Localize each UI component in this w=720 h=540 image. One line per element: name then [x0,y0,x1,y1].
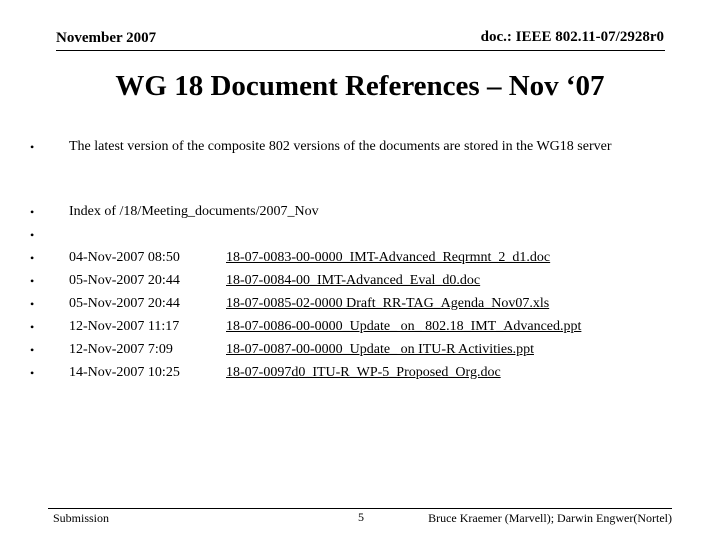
document-link[interactable]: 18-07-0097d0_ITU-R_WP-5_Proposed_Org.doc [226,365,501,380]
bullet-symbol: • [30,228,35,242]
document-date: 05-Nov-2007 20:44 [69,296,180,311]
footer-page-number: 5 [358,510,364,524]
slide-title: WG 18 Document References – Nov ‘07 [115,70,605,102]
document-link[interactable]: 18-07-0086-00-0000_Update_ on_ 802.18_IMT_Advanced.ppt [226,319,582,334]
document-date: 14-Nov-2007 10:25 [69,365,180,380]
document-link[interactable]: 18-07-0084-00_IMT-Advanced_Eval_d0.doc [226,273,481,288]
bullet-index-text: Index of /18/Meeting_documents/2007_Nov [69,204,319,219]
footer-authors: Bruce Kraemer (Marvell); Darwin Engwer(Nortel) [428,511,672,525]
document-link[interactable]: 18-07-0087-00-0000_Update_ on ITU-R Activities.ppt [226,342,534,357]
bullet-symbol: • [30,274,35,288]
bullet-intro-text: The latest version of the composite 802 versions of the documents are stored in the WG18 server [69,139,612,154]
bullet-symbol: • [30,297,35,311]
document-date: 05-Nov-2007 20:44 [69,273,180,288]
document-link[interactable]: 18-07-0083-00-0000_IMT-Advanced_Reqrmnt_2_d1.doc [226,250,551,265]
footer-submission: Submission [53,511,110,525]
document-date: 12-Nov-2007 7:09 [69,342,173,357]
bullet-symbol: • [30,140,35,154]
document-date: 12-Nov-2007 11:17 [69,319,180,334]
bullet-symbol: • [30,251,35,265]
bullet-symbol: • [30,343,35,357]
footer-rule [48,508,672,509]
bullet-symbol: • [30,366,35,380]
header-date: November 2007 [56,30,157,46]
header-rule [56,50,665,51]
header-doc-id: doc.: IEEE 802.11-07/2928r0 [480,29,664,45]
bullet-symbol: • [30,205,35,219]
document-date: 04-Nov-2007 08:50 [69,250,180,265]
bullet-symbol: • [30,320,35,334]
document-link[interactable]: 18-07-0085-02-0000 Draft_RR-TAG_Agenda_Nov07.xls [226,296,550,311]
